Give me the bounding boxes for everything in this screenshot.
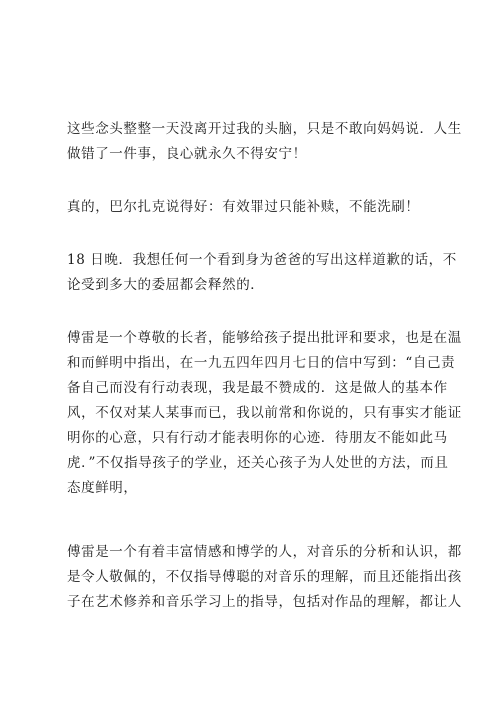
- text-line: 态度鲜明，: [67, 480, 138, 496]
- paragraph-balzac-quote: [67, 195, 437, 220]
- text-line: 傅雷是一个尊敬的长者，能够给孩子提出批评和要求，也是在温: [67, 330, 462, 346]
- paragraph-fu-lei-music: [67, 540, 462, 615]
- text-line: 傅雷是一个有着丰富情感和博学的人，对音乐的分析和认识，都: [67, 544, 462, 560]
- paragraph-regret: [67, 117, 462, 167]
- text-line: 真的，巴尔扎克说得好：有效罪过只能补赎，不能洗刷！: [67, 199, 420, 215]
- text-line: 虎．”不仅指导孩子的学业，还关心孩子为人处世的方法，而且: [67, 455, 449, 471]
- text-line: 和而鲜明中指出，在一九五四年四月七日的信中写到：“自己责: [67, 355, 456, 371]
- text-line: 论受到多大的委屈都会释然的．: [67, 277, 265, 293]
- text-line: 这些念头整整一天没离开过我的头脑，只是不敢向妈妈说．人生: [67, 121, 462, 137]
- paragraph-fu-lei-elder: [67, 326, 462, 501]
- text-line: 做错了一件事，良心就永久不得安宁！: [67, 146, 307, 162]
- text-line: 是令人敬佩的，不仅指导傅聪的对音乐的理解，而且还能指出孩: [67, 569, 462, 585]
- text-line: 备自己而没有行动表现，我是最不赞成的．这是做人的基本作: [67, 380, 448, 396]
- text-line: 明你的心意，只有行动才能表明你的心迹．待朋友不能如此马: [67, 430, 448, 446]
- text-line: 18 日晚．我想任何一个看到身为爸爸的写出这样道歉的话，不: [67, 252, 457, 268]
- paragraph-18th-evening: [67, 248, 457, 298]
- text-line: 子在艺术修养和音乐学习上的指导，包括对作品的理解，都让人: [67, 594, 462, 610]
- text-line: 风，不仅对某人某事而已，我以前常和你说的，只有事实才能证: [67, 405, 462, 421]
